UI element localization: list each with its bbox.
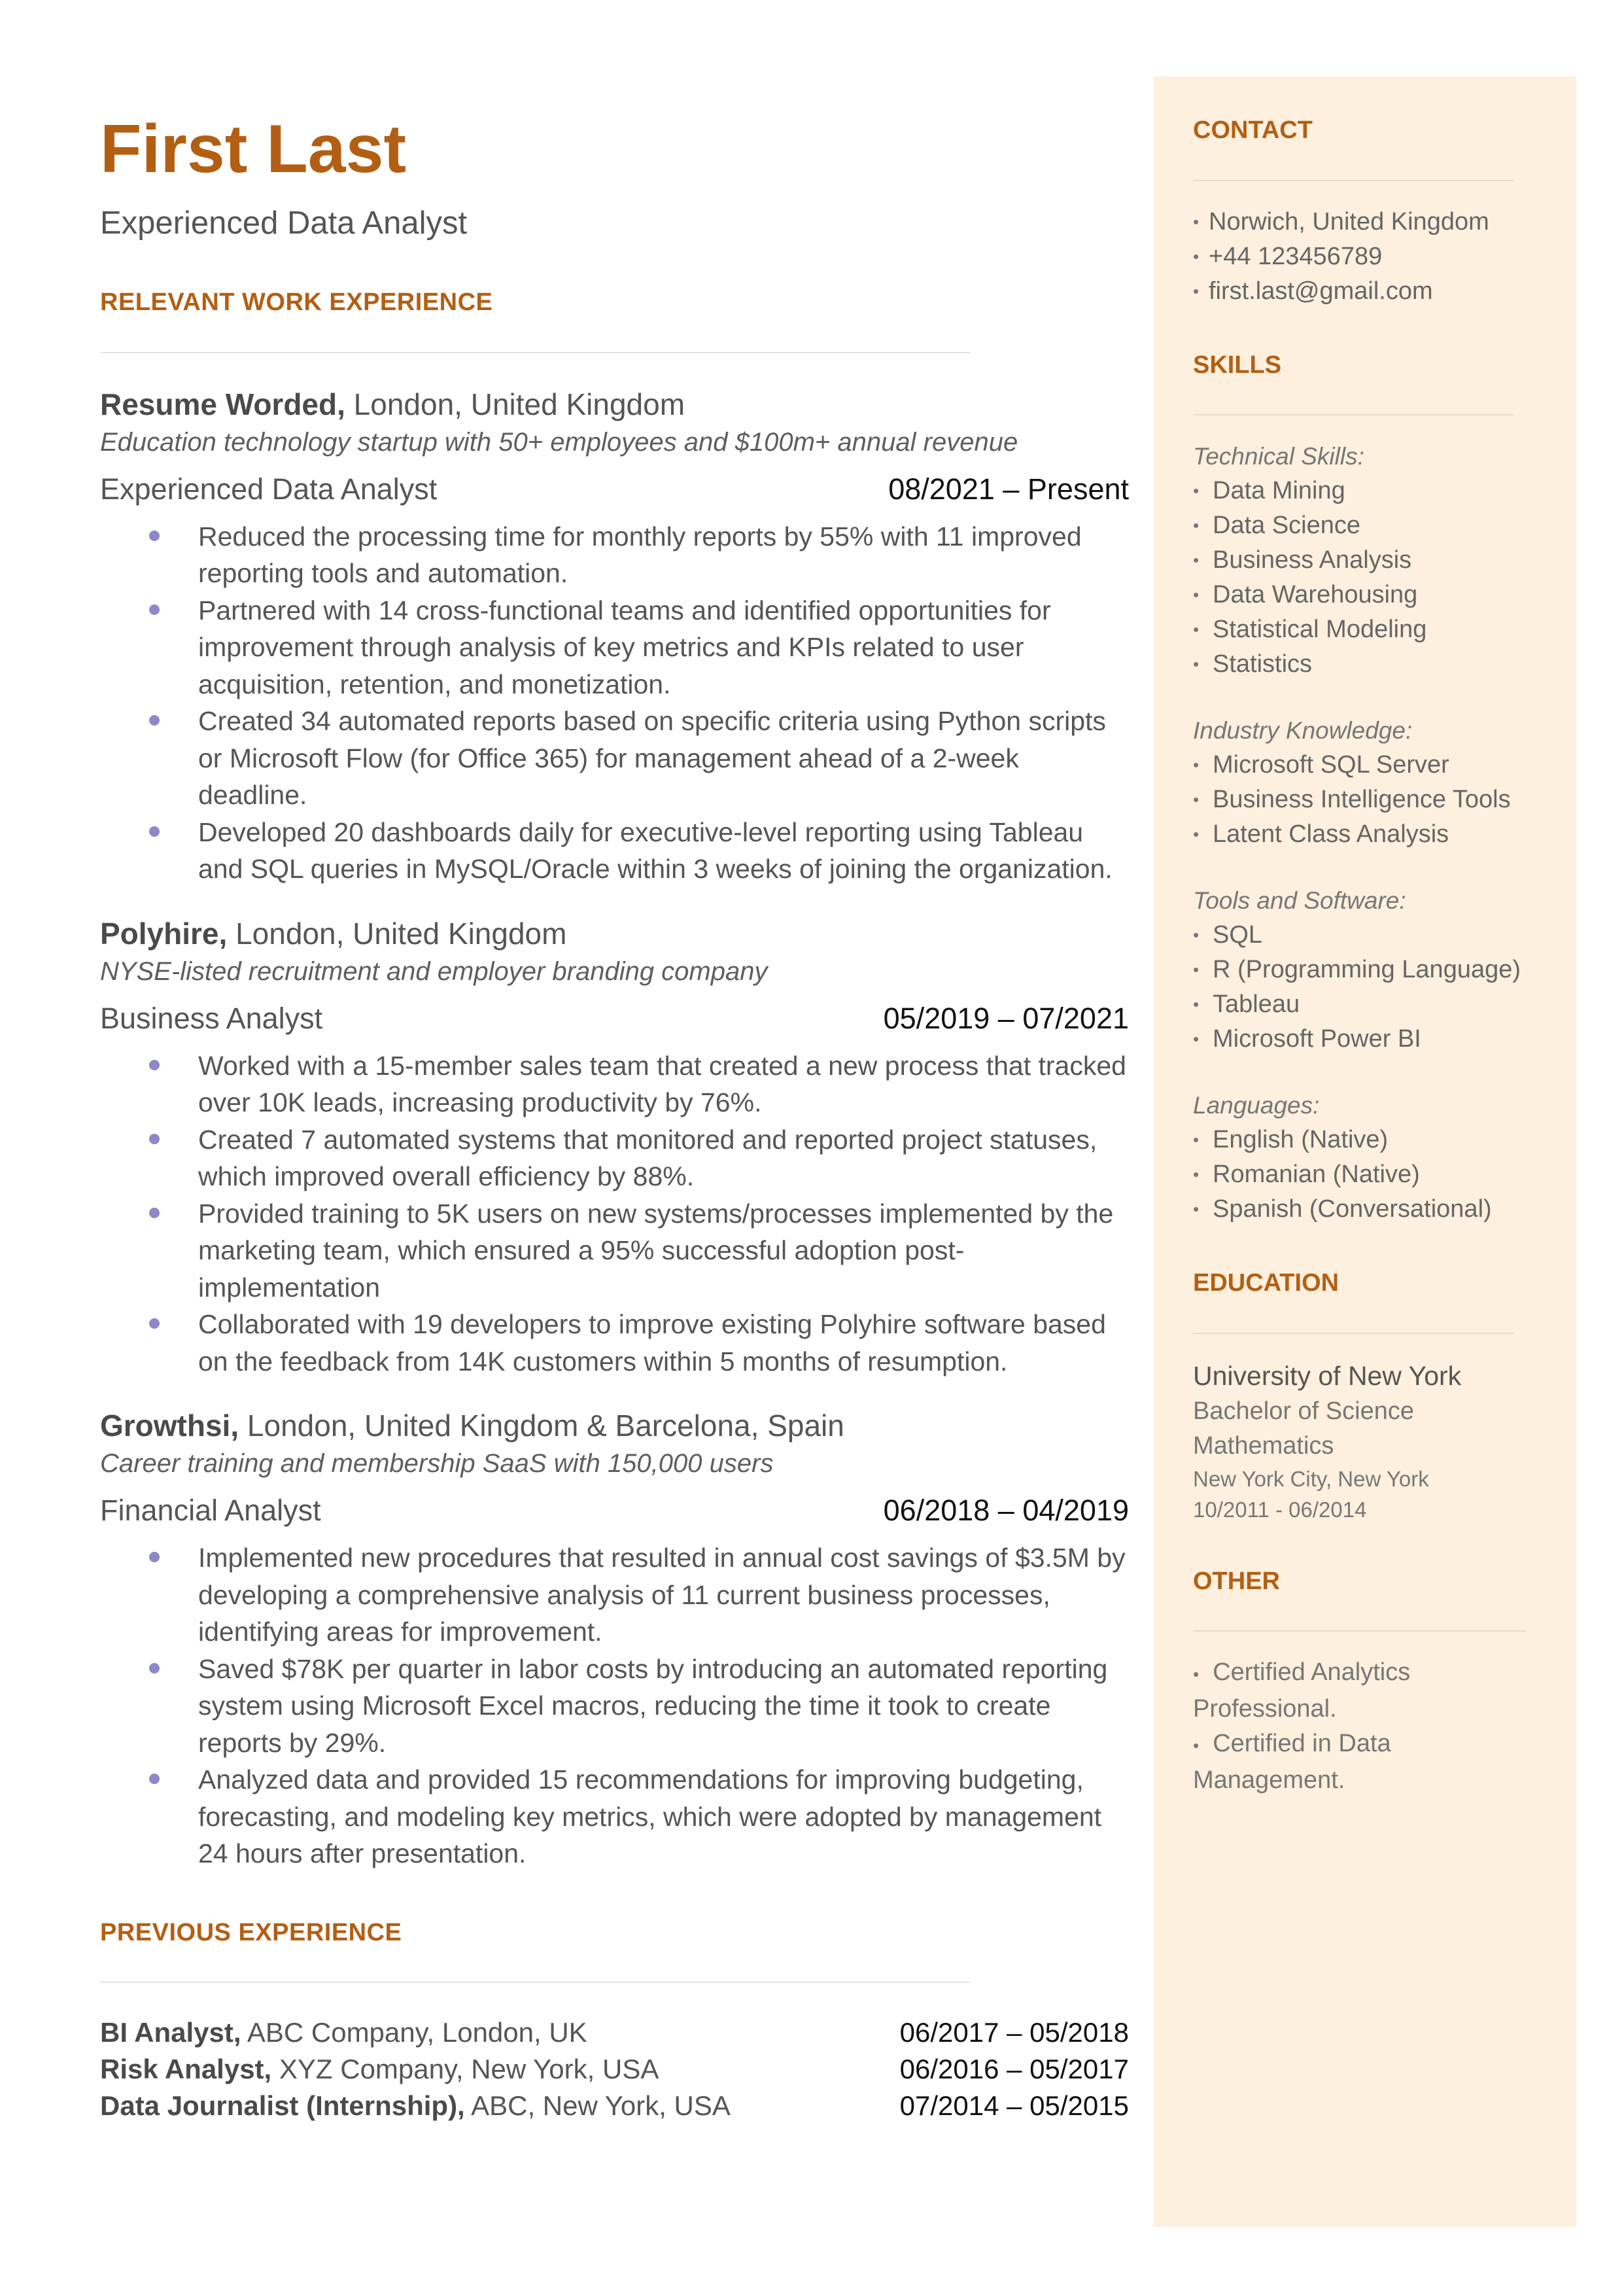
role-title: Experienced Data Analyst	[100, 472, 438, 506]
company-name: Resume Worded,	[100, 387, 345, 421]
achievement-list	[100, 518, 1129, 888]
section-divider	[100, 1982, 970, 1983]
skill-item: • English (Native)	[1193, 1123, 1546, 1157]
candidate-title: Experienced Data Analyst	[100, 205, 468, 241]
achievement-text: Partnered with 14 cross-functional teams and identified opportunities for improvement through analysis of key metrics and KPIs related to user acquisition, retention, and monetization.	[198, 595, 1051, 699]
achievement-text: Developed 20 dashboards daily for executive-level reporting using Tableau and SQL queries in MySQL/Oracle within 3 weeks of joining the organization.	[198, 816, 1113, 885]
skill-list	[1193, 1123, 1546, 1227]
achievement-item	[100, 1047, 1129, 1121]
previous-role-title: Data Journalist (Internship),	[100, 2090, 465, 2122]
company-line	[100, 1406, 1129, 1445]
company-line	[100, 385, 1129, 424]
previous-role-detail: XYZ Company, New York, USA	[271, 2054, 659, 2085]
company-location: London, United Kingdom & Barcelona, Spain	[239, 1409, 844, 1443]
role-dates: 08/2021 – Present	[888, 472, 1129, 506]
previous-role-detail: ABC Company, London, UK	[241, 2017, 587, 2048]
role-dates: 05/2019 – 07/2021	[883, 1001, 1129, 1035]
skill-item: • Microsoft SQL Server	[1193, 748, 1546, 782]
other-text: Certified Analytics Professional.	[1193, 1658, 1411, 1723]
section-divider	[1193, 180, 1513, 181]
job-entry	[100, 385, 1129, 888]
section-divider	[1193, 1333, 1513, 1334]
achievement-list	[100, 1047, 1129, 1380]
contact-phone: • +44 123456789	[1193, 239, 1546, 274]
bullet-dot-icon	[149, 826, 160, 837]
bullet-dot-icon	[149, 1318, 160, 1329]
achievement-item	[100, 1651, 1129, 1762]
skill-list	[1193, 474, 1546, 682]
achievement-item	[100, 1306, 1129, 1380]
company-line	[100, 914, 1129, 953]
skill-list	[1193, 918, 1546, 1057]
bullet-dot-icon	[149, 1774, 160, 1784]
achievement-item	[100, 592, 1129, 703]
skill-group-heading: Tools and Software:	[1193, 887, 1406, 915]
role-title: Financial Analyst	[100, 1494, 321, 1528]
company-name: Growthsi,	[100, 1409, 239, 1443]
education-location: New York City, New York	[1193, 1466, 1429, 1491]
skill-item: • Spanish (Conversational)	[1193, 1192, 1546, 1227]
job-entry	[100, 1406, 1129, 1872]
job-entry	[100, 914, 1129, 1380]
bullet-dot-icon	[149, 1134, 160, 1144]
skill-item: • Microsoft Power BI	[1193, 1022, 1546, 1057]
skill-item: • Tableau	[1193, 987, 1546, 1022]
skill-item: • Statistical Modeling	[1193, 612, 1546, 647]
bullet-dot-icon	[149, 715, 160, 726]
achievement-item	[100, 1121, 1129, 1195]
skill-list	[1193, 748, 1546, 852]
skill-item: • SQL	[1193, 918, 1546, 953]
skill-group-heading: Languages:	[1193, 1092, 1320, 1119]
previous-role-dates: 06/2017 – 05/2018	[899, 2017, 1129, 2048]
main-column	[100, 288, 1129, 2124]
bullet-dot-icon	[149, 1208, 160, 1218]
previous-role-detail: ABC, New York, USA	[464, 2090, 731, 2122]
section-title-skills: SKILLS	[1193, 351, 1282, 379]
role-dates: 06/2018 – 04/2019	[883, 1494, 1129, 1528]
previous-role-title: BI Analyst,	[100, 2017, 241, 2048]
other-text: Certified in Data Management.	[1193, 1730, 1391, 1795]
education-degree: Bachelor of Science	[1193, 1397, 1414, 1425]
achievement-text: Collaborated with 19 developers to improve existing Polyhire software based on the feedback from 14K customers within 5 months of resumption.	[198, 1309, 1106, 1376]
company-description: NYSE-listed recruitment and employer branding company	[100, 956, 768, 986]
sidebar	[1154, 77, 1576, 2227]
previous-role-row	[100, 2014, 1129, 2051]
section-title-previous-experience: PREVIOUS EXPERIENCE	[100, 1918, 402, 1946]
bullet-dot-icon: •	[1193, 1736, 1200, 1756]
section-divider	[1193, 414, 1513, 415]
bullet-dot-icon	[149, 1663, 160, 1673]
skill-item: • R (Programming Language)	[1193, 953, 1546, 987]
company-description: Education technology startup with 50+ employees and $100m+ annual revenue	[100, 427, 1018, 457]
contact-location: • Norwich, United Kingdom	[1193, 205, 1546, 239]
role-line	[100, 470, 1129, 509]
achievement-text: Implemented new procedures that resulted in annual cost savings of $3.5M by developing a comprehensive analysis of 11 current business processes, identifying areas for improvement.	[198, 1543, 1126, 1647]
company-location: London, United Kingdom	[345, 387, 685, 421]
other-item	[1193, 1726, 1546, 1798]
achievement-item	[100, 1761, 1129, 1872]
achievement-text: Reduced the processing time for monthly reports by 55% with 11 improved reporting tools and automation.	[198, 521, 1082, 589]
skill-item: • Latent Class Analysis	[1193, 817, 1546, 852]
skill-group-heading: Industry Knowledge:	[1193, 717, 1413, 745]
bullet-dot-icon	[149, 604, 160, 615]
contact-email: • first.last@gmail.com	[1193, 274, 1546, 309]
skill-item: • Data Warehousing	[1193, 578, 1546, 612]
skill-item: • Statistics	[1193, 647, 1546, 682]
company-name: Polyhire,	[100, 916, 228, 951]
achievement-text: Provided training to 5K users on new systems/processes implemented by the marketing team, which ensured a 95% successful adoption post-implementation	[198, 1198, 1114, 1303]
section-divider	[100, 352, 970, 353]
achievement-item	[100, 1539, 1129, 1651]
previous-role-dates: 06/2016 – 05/2017	[899, 2054, 1129, 2085]
contact-list	[1193, 205, 1546, 309]
skill-item: • Data Science	[1193, 508, 1546, 543]
bullet-dot-icon	[149, 1060, 160, 1070]
achievement-item	[100, 814, 1129, 888]
other-item	[1193, 1655, 1546, 1726]
achievement-item	[100, 703, 1129, 814]
bullet-dot-icon	[149, 531, 160, 541]
achievement-item	[100, 1195, 1129, 1306]
candidate-name: First Last	[100, 111, 407, 187]
achievement-item	[100, 518, 1129, 592]
skill-item: • Romanian (Native)	[1193, 1157, 1546, 1192]
role-line	[100, 999, 1129, 1038]
role-line	[100, 1491, 1129, 1530]
previous-role-row	[100, 2051, 1129, 2088]
bullet-dot-icon	[149, 1552, 160, 1562]
section-divider	[1193, 1630, 1527, 1632]
achievement-text: Worked with a 15-member sales team that created a new process that tracked over 10K leads, increasing productivity by 76%.	[198, 1050, 1126, 1118]
achievement-text: Analyzed data and provided 15 recommendations for improving budgeting, forecasting, and modeling key metrics, which were adopted by management 24 hours after presentation.	[198, 1764, 1102, 1869]
achievement-text: Created 34 automated reports based on specific criteria using Python scripts or Microsoft Flow (for Office 365) for management ahead of a 2-week deadline.	[198, 706, 1106, 811]
achievement-text: Saved $78K per quarter in labor costs by introducing an automated reporting system using Microsoft Excel macros, reducing the time it took to create reports by 29%.	[198, 1653, 1108, 1758]
previous-role-dates: 07/2014 – 05/2015	[899, 2090, 1129, 2122]
company-description: Career training and membership SaaS with 150,000 users	[100, 1449, 774, 1479]
company-location: London, United Kingdom	[227, 916, 567, 951]
sidebar-content	[1193, 116, 1546, 1798]
education-school: University of New York	[1193, 1360, 1462, 1391]
section-title-relevant-experience: RELEVANT WORK EXPERIENCE	[100, 289, 493, 316]
previous-role-title: Risk Analyst,	[100, 2054, 272, 2085]
skill-item: • Business Intelligence Tools	[1193, 782, 1546, 817]
achievement-list	[100, 1539, 1129, 1872]
education-major: Mathematics	[1193, 1431, 1334, 1460]
education-dates: 10/2011 - 06/2014	[1193, 1497, 1367, 1522]
skill-group-heading: Technical Skills:	[1193, 443, 1364, 470]
section-title-contact: CONTACT	[1193, 116, 1313, 144]
skill-item: • Business Analysis	[1193, 543, 1546, 578]
achievement-text: Created 7 automated systems that monitored and reported project statuses, which improved overall efficiency by 88%.	[198, 1124, 1097, 1192]
skill-item: • Data Mining	[1193, 474, 1546, 508]
section-title-other: OTHER	[1193, 1567, 1280, 1595]
section-title-education: EDUCATION	[1193, 1269, 1339, 1297]
bullet-dot-icon: •	[1193, 1664, 1200, 1685]
previous-role-row	[100, 2088, 1129, 2124]
role-title: Business Analyst	[100, 1001, 323, 1035]
